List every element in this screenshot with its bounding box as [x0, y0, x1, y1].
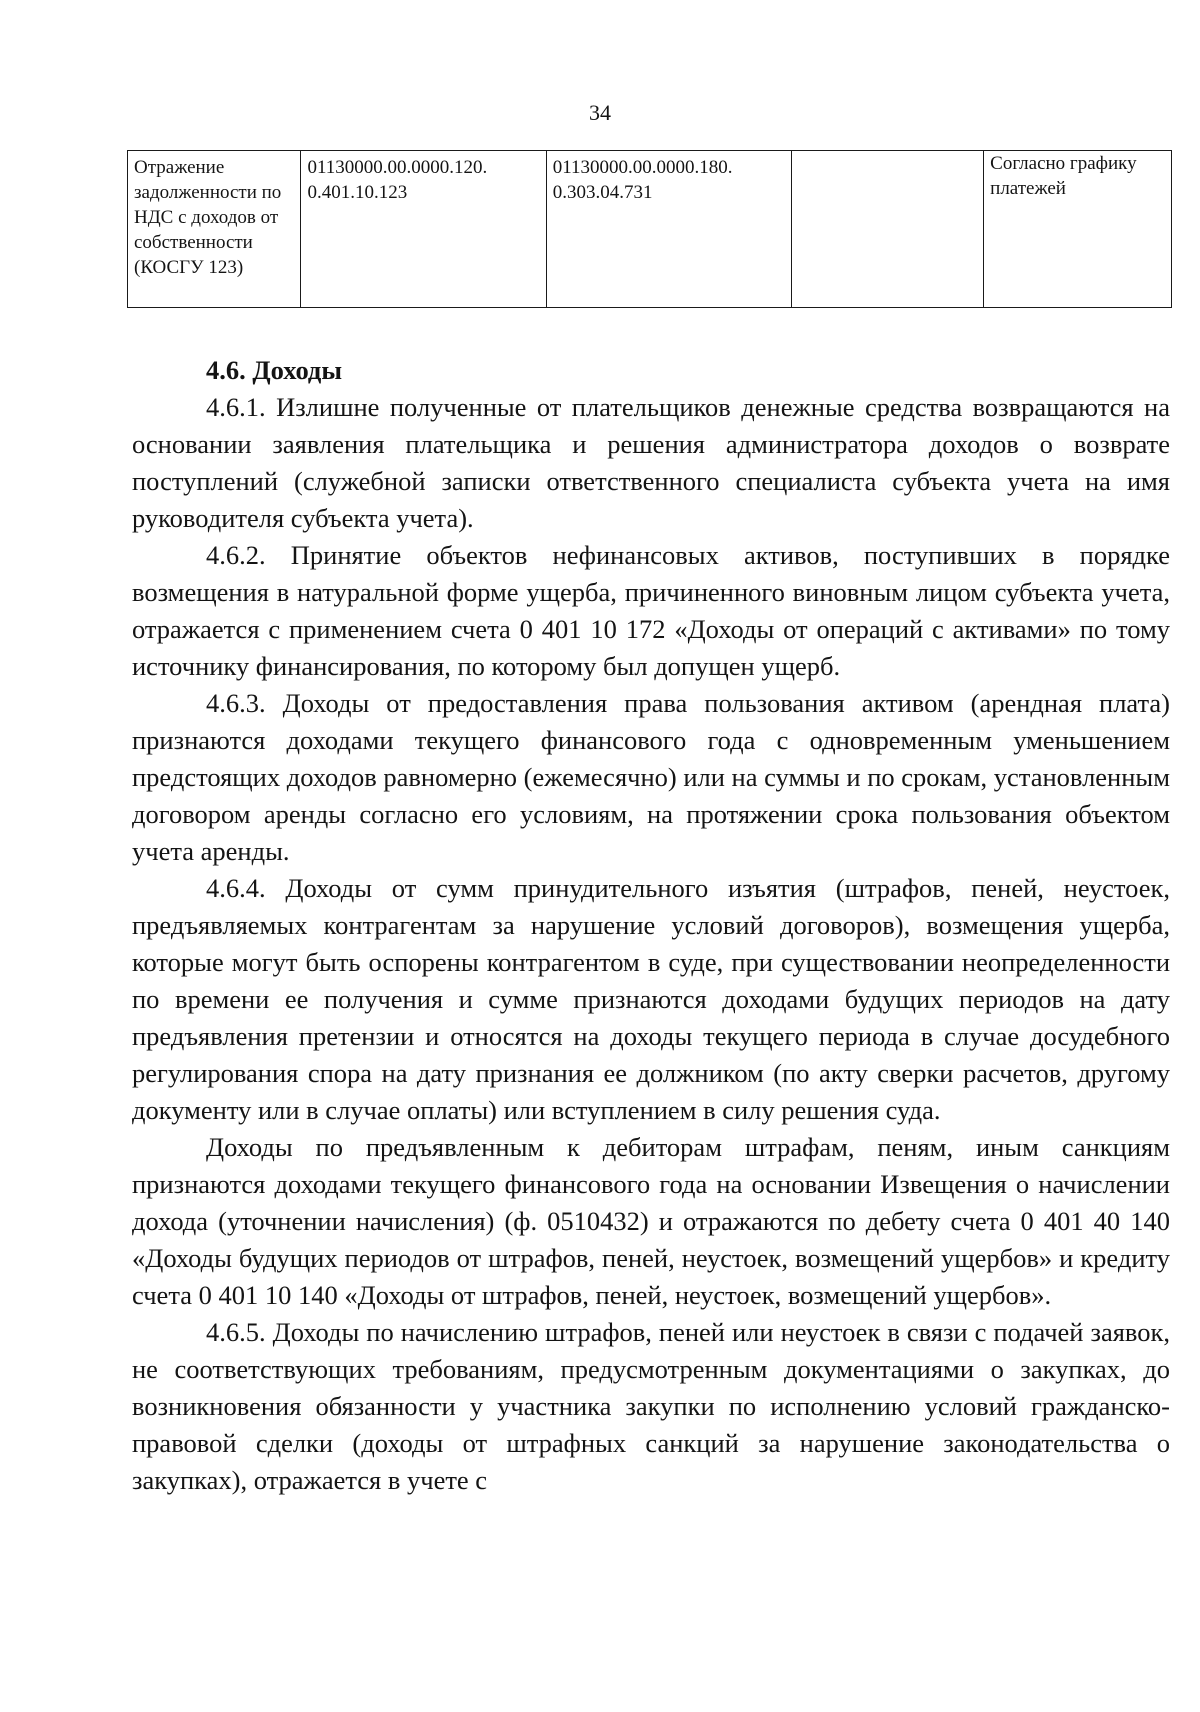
cell-credit-account: 01130000.00.0000.180. 0.303.04.731 [546, 151, 791, 308]
table-row [128, 151, 1172, 308]
paragraph-4-6-1: 4.6.1. Излишне полученные от плательщиков денежные средства возвращаются на основании заявления плательщика и решения администратора доходов о возврате поступлений (служебной записки ответственного специалиста субъекта учета на имя руководителя субъекта учета). [132, 392, 1170, 533]
paragraph-4-6-5: 4.6.5. Доходы по начислению штрафов, пеней или неустоек в связи с подачей заявок, не соответствующих требованиям, предусмотренным документациями о закупках, до возникновения обязанности у участника закупки по исполнению условий гражданско-правовой сделки (доходы от штрафных санкций за нарушение законодательства о закупках), отражается в учете с [132, 1317, 1170, 1495]
page-number: 34 [589, 100, 611, 125]
paragraph-4-6-3: 4.6.3. Доходы от предоставления права пользования активом (арендная плата) признаются доходами текущего финансового года с одновременным уменьшением предстоящих доходов равномерно (ежемесячно) или на суммы и по срокам, установленным договором аренды согласно его условиям, на протяжении срока пользования объектом учета аренды. [132, 688, 1170, 866]
cell-notes: Согласно графику платежей [984, 151, 1172, 308]
paragraph-penalties: Доходы по предъявленным к дебиторам штрафам, пеням, иным санкциям признаются доходами текущего финансового года на основании Извещения о начислении дохода (уточнении начисления) (ф. 0510432) и отражаются по дебету счета 0 401 40 140 «Доходы будущих периодов от штрафов, пеней, неустоек, возмещений ущербов» и кредиту счета 0 401 10 140 «Доходы от штрафов, пеней, неустоек, возмещений ущербов». [132, 1132, 1170, 1310]
paragraph-4-6-4: 4.6.4. Доходы от сумм принудительного изъятия (штрафов, пеней, неустоек, предъявляемых контрагентам за нарушение условий договоров), возмещения ущерба, которые могут быть оспорены контрагентом в суде, при существовании неопределенности по времени ее получения и сумме признаются доходами будущих периодов на дату предъявления претензии и относятся на доходы текущего периода в случае досудебного регулирования спора на дату признания ее должником (по акту сверки расчетов, другому документу или в случае оплаты) или вступлением в силу решения суда. [132, 873, 1170, 1125]
paragraph-4-6-2: 4.6.2. Принятие объектов нефинансовых активов, поступивших в порядке возмещения в натуральной форме ущерба, причиненного виновным лицом субъекта учета, отражается с применением счета 0 401 10 172 «Доходы от операций с активами» по тому источнику финансирования, по которому был допущен ущерб. [132, 540, 1170, 681]
cell-empty [791, 151, 983, 308]
section-heading: 4.6. Доходы [206, 355, 343, 385]
section-body [132, 352, 1170, 1499]
cell-description: Отражение задолженности по НДС с доходов от собственности (КОСГУ 123) [128, 151, 301, 308]
cell-debit-account: 01130000.00.0000.120. 0.401.10.123 [301, 151, 546, 308]
accounting-table [127, 150, 1172, 308]
